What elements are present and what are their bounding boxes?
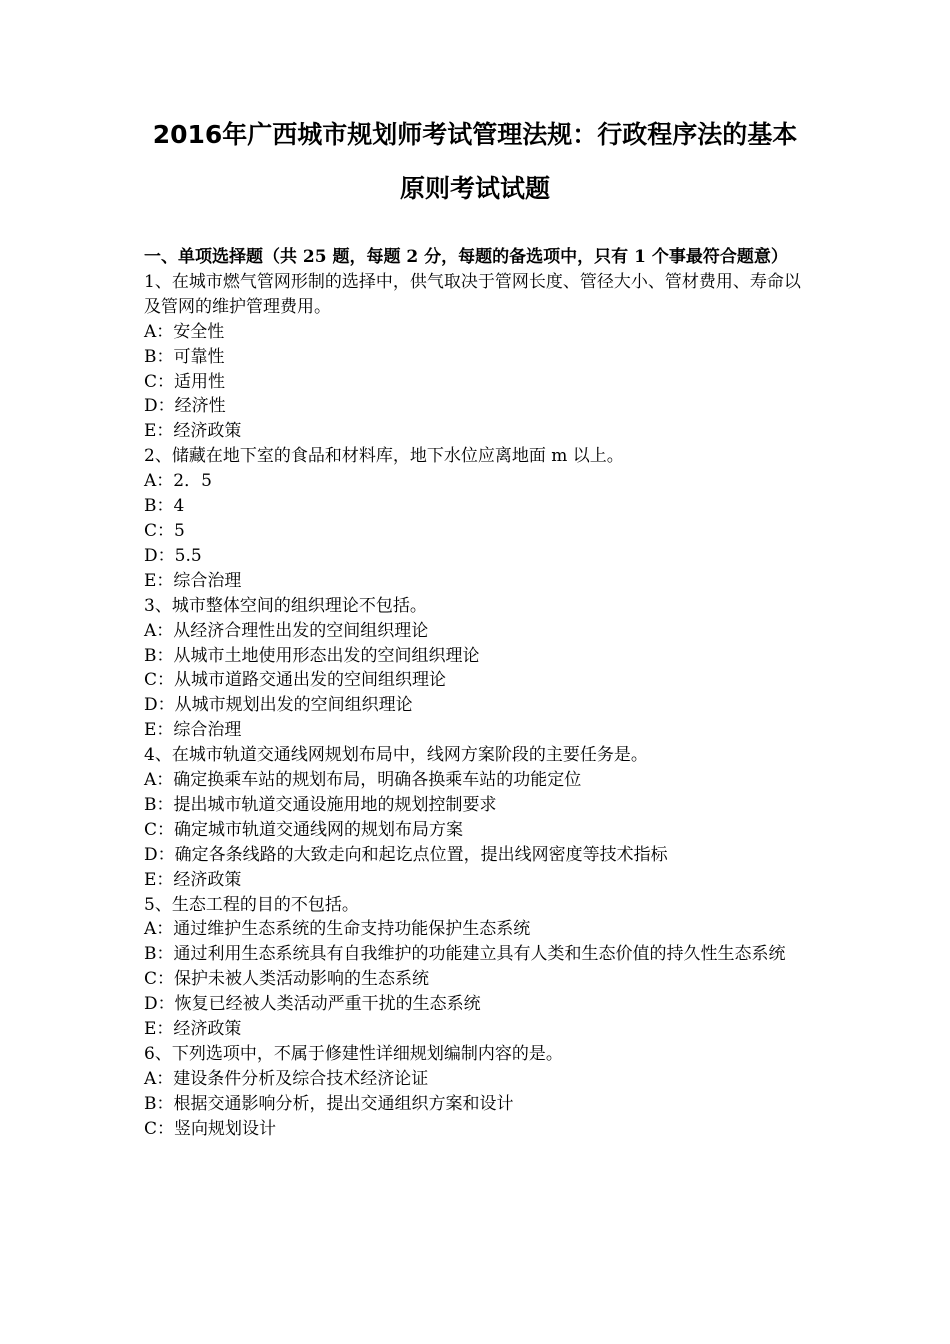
option-e: E：经济政策 <box>144 421 242 442</box>
option-d: D：经济性 <box>144 396 226 417</box>
document-title-line-2: 原则考试试题 <box>399 174 550 203</box>
document-title-line-1: 2016年广西城市规划师考试管理法规：行政程序法的基本 <box>152 120 798 149</box>
option-c: C：竖向规划设计 <box>144 1118 277 1139</box>
option-d: D：从城市规划出发的空间组织理论 <box>144 695 413 716</box>
option-d: D：恢复已经被人类活动严重干扰的生态系统 <box>144 994 481 1015</box>
section-heading: 一、单项选择题（共 25 题，每题 2 分，每题的备选项中，只有 1 个事最符合题意） <box>144 247 788 267</box>
option-e: E：经济政策 <box>144 869 242 890</box>
option-a: A：确定换乘车站的规划布局，明确各换乘车站的功能定位 <box>144 770 582 791</box>
question-text: 3、城市整体空间的组织理论不包括。 <box>144 595 427 616</box>
option-e: E：经济政策 <box>144 1019 242 1040</box>
question-2 <box>144 444 814 593</box>
option-c: C：从城市道路交通出发的空间组织理论 <box>144 670 447 691</box>
question-5 <box>144 893 814 1042</box>
question-3 <box>144 594 814 743</box>
option-a: A：从经济合理性出发的空间组织理论 <box>144 620 429 641</box>
option-b: B：从城市土地使用形态出发的空间组织理论 <box>144 645 480 666</box>
option-d: D：5.5 <box>144 545 202 566</box>
option-d: D：确定各条线路的大致走向和起讫点位置，提出线网密度等技术指标 <box>144 844 668 865</box>
option-c: C：5 <box>144 520 185 541</box>
question-text: 4、在城市轨道交通线网规划布局中，线网方案阶段的主要任务是。 <box>144 745 648 766</box>
option-c: C：适用性 <box>144 371 226 392</box>
option-a: A：安全性 <box>144 321 225 342</box>
question-text: 2、储藏在地下室的食品和材料库，地下水位应离地面 m 以上。 <box>144 446 624 467</box>
option-e: E：综合治理 <box>144 570 242 591</box>
option-a: A：通过维护生态系统的生命支持功能保护生态系统 <box>144 919 531 940</box>
option-b: B：根据交通影响分析，提出交通组织方案和设计 <box>144 1093 514 1114</box>
option-b: B：4 <box>144 496 185 517</box>
question-text: 1、在城市燃气管网形制的选择中，供气取决于管网长度、管径大小、管材费用、寿命以及管网的维护管理费用。 <box>144 271 801 317</box>
question-4 <box>144 743 814 892</box>
document-body <box>144 245 814 1142</box>
question-6 <box>144 1042 814 1142</box>
option-b: B：可靠性 <box>144 346 225 367</box>
question-1 <box>144 270 814 444</box>
option-c: C：确定城市轨道交通线网的规划布局方案 <box>144 819 464 840</box>
option-c: C：保护未被人类活动影响的生态系统 <box>144 969 430 990</box>
question-text: 6、下列选项中，不属于修建性详细规划编制内容的是。 <box>144 1044 563 1064</box>
option-a: A：2．5 <box>144 471 212 492</box>
option-b: B：通过利用生态系统具有自我维护的功能建立具有人类和生态价值的持久性生态系统 <box>144 944 786 965</box>
option-e: E：综合治理 <box>144 720 242 741</box>
question-text: 5、生态工程的目的不包括。 <box>144 894 359 915</box>
option-b: B：提出城市轨道交通设施用地的规划控制要求 <box>144 794 497 815</box>
option-a: A：建设条件分析及综合技术经济论证 <box>144 1068 429 1089</box>
